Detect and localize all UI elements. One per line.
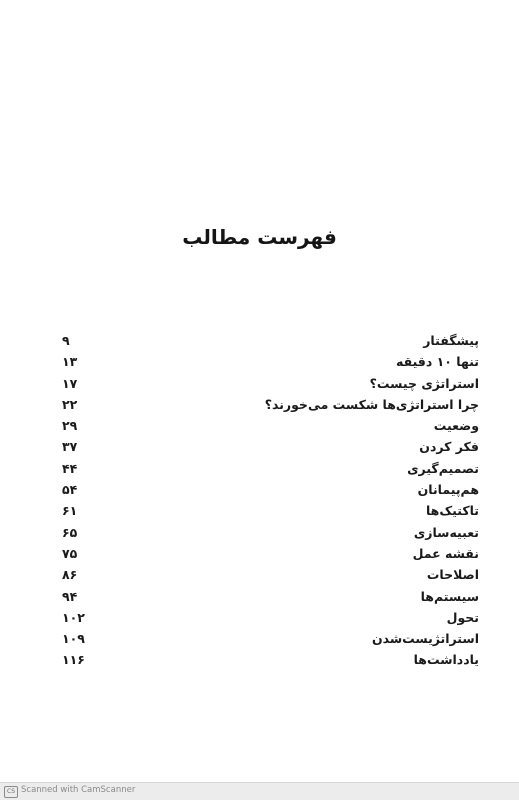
toc-entry-page: ۱۰۲ bbox=[62, 609, 85, 625]
table-of-contents bbox=[62, 330, 479, 671]
toc-entry bbox=[62, 564, 479, 585]
toc-entry bbox=[62, 586, 479, 607]
toc-entry bbox=[62, 522, 479, 543]
toc-entry-title: هم‌پیمانان bbox=[417, 482, 479, 498]
toc-entry-page: ۱۱۶ bbox=[62, 652, 85, 668]
toc-entry bbox=[62, 479, 479, 500]
toc-entry-page: ۲۲ bbox=[62, 396, 78, 412]
toc-entry-title: پیشگفتار bbox=[423, 333, 479, 348]
toc-entry-page: ۲۹ bbox=[62, 418, 78, 434]
toc-entry-title: نقشه عمل bbox=[412, 545, 479, 561]
toc-entry bbox=[62, 458, 479, 479]
toc-entry-page: ۶۵ bbox=[62, 524, 78, 540]
toc-entry bbox=[62, 649, 479, 670]
toc-entry-page: ۴۴ bbox=[62, 460, 78, 476]
toc-entry bbox=[62, 607, 479, 628]
toc-entry bbox=[62, 628, 479, 649]
toc-entry-title: استراتژی چیست؟ bbox=[369, 375, 479, 391]
toc-entry bbox=[62, 351, 479, 372]
toc-entry bbox=[62, 394, 479, 415]
toc-entry-page: ۱۷ bbox=[62, 375, 78, 391]
camscanner-logo-icon: CS bbox=[4, 786, 18, 798]
toc-entry-title: تنها ۱۰ دقیقه bbox=[396, 354, 479, 370]
toc-entry-page: ۸۶ bbox=[62, 567, 78, 583]
toc-entry-page: ۶۱ bbox=[62, 503, 78, 519]
scanner-watermark-text: Scanned with CamScanner bbox=[21, 785, 136, 795]
toc-entry-title: استراتژیست‌شدن bbox=[371, 631, 479, 647]
toc-entry-title: سیستم‌ها bbox=[420, 588, 479, 604]
toc-entry bbox=[62, 436, 479, 457]
toc-entry-page: ۵۴ bbox=[62, 482, 78, 498]
toc-entry-page: ۱۳ bbox=[62, 354, 78, 370]
toc-entry-page: ۹ bbox=[62, 333, 70, 348]
toc-entry-page: ۱۰۹ bbox=[62, 631, 85, 647]
scanner-watermark-bar bbox=[0, 782, 519, 800]
toc-entry-title: تاکتیک‌ها bbox=[425, 503, 479, 519]
toc-entry bbox=[62, 415, 479, 436]
toc-entry-title: چرا استراتژی‌ها شکست می‌خورند؟ bbox=[264, 396, 479, 412]
toc-entry-title: وضعیت bbox=[433, 418, 479, 434]
toc-entry-page: ۷۵ bbox=[62, 545, 78, 561]
toc-entry bbox=[62, 330, 479, 351]
toc-entry-title: تحول bbox=[446, 609, 479, 625]
toc-entry-title: تصمیم‌گیری bbox=[407, 460, 479, 476]
toc-entry bbox=[62, 543, 479, 564]
toc-entry-title: فکر کردن bbox=[419, 439, 479, 455]
toc-entry-page: ۹۴ bbox=[62, 588, 78, 604]
toc-entry-title: اصلاحات bbox=[426, 567, 479, 583]
toc-entry bbox=[62, 500, 479, 521]
toc-entry-title: تعبیه‌سازی bbox=[413, 524, 479, 540]
toc-entry bbox=[62, 373, 479, 394]
page-title: فهرست مطالب bbox=[182, 225, 337, 249]
toc-entry-title: یادداشت‌ها bbox=[413, 652, 479, 668]
toc-entry-page: ۳۷ bbox=[62, 439, 78, 455]
